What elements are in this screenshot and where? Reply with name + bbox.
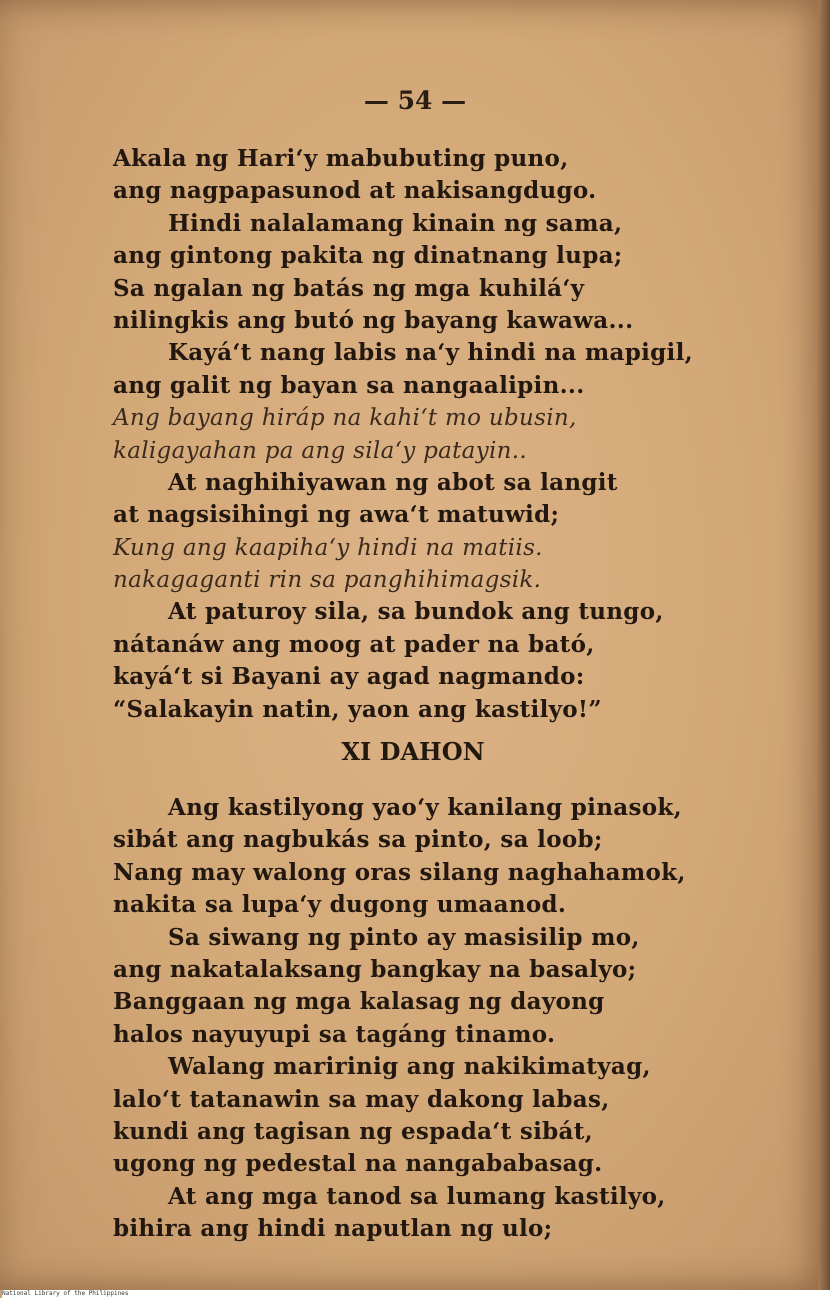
section-heading: XI DAHON [341,737,485,767]
poem-line: Nang may walong oras silang naghahamok, [113,858,686,886]
poem-line: At paturoy sila, sa bundok ang tungo, [168,598,664,626]
poem-line: nátanáw ang moog at pader na bató, [113,630,595,658]
poem-line: Walang maririnig ang nakikimatyag, [168,1053,651,1081]
poem-line: “Salakayin natin, yaon ang kastilyo!” [113,695,602,723]
poem-line: Banggaan ng mga kalasag ng dayong [113,988,605,1016]
poem-line: kundi ang tagisan ng espada‘t sibát, [113,1117,593,1145]
poem-line: ugong ng pedestal na nangababasag. [113,1150,603,1178]
page-edge [818,0,830,1290]
poem-line: ang gintong pakita ng dinatnang lupa; [113,242,623,270]
poem-line: nilingkis ang butó ng bayang kawawa... [113,306,634,334]
poem-line: ang galit ng bayan sa nangaalipin... [113,371,585,399]
poem-line: Hindi nalalamang kinain ng sama, [168,209,623,237]
poem-line: Sa ngalan ng batás ng mga kuhilá‘y [113,274,585,302]
poem-line: halos nayuyupi sa tagáng tinamo. [113,1020,556,1048]
poem-line: bihira ang hindi naputlan ng ulo; [113,1215,553,1243]
poem-line: Kayá‘t nang labis na‘y hindi na mapigil, [168,339,693,367]
poem-line: lalo‘t tatanawin sa may dakong labas, [113,1085,610,1113]
poem-line: At ang mga tanod sa lumang kastilyo, [168,1182,666,1210]
poem-line: sibát ang nagbukás sa pinto, sa loob; [113,826,603,854]
poem-stanzas-bottom [113,792,733,1245]
poem-line: Ang kastilyong yao‘y kanilang pinasok, [168,794,682,822]
poem-line: Akala ng Hari‘y mabubuting puno, [113,145,569,172]
footer-credit: National Library of the Philippines [2,1290,830,1298]
poem-line: nakita sa lupa‘y dugong umaanod. [113,891,567,919]
poem-text [113,143,733,1246]
poem-line: kaligayahan pa ang sila‘y patayin.. [113,437,527,464]
poem-line: ang nagpapasunod at nakisangdugo. [113,177,597,205]
poem-line: Kung ang kaapiha‘y hindi na matiis. [113,534,543,561]
poem-stanzas-top [113,143,733,726]
poem-line: ang nakatalaksang bangkay na basalyo; [113,955,637,983]
poem-line: kayá‘t si Bayani ay agad nagmando: [113,663,585,691]
poem-line: Ang bayang hiráp na kahi‘t mo ubusin, [113,405,577,432]
poem-line: At naghihiyawan ng abot sa langit [168,468,618,496]
poem-line: nakagaganti rin sa panghihimagsik. [113,567,542,594]
poem-line: at nagsisihingi ng awa‘t matuwid; [113,501,560,529]
page-number: — 54 — [363,86,467,115]
poem-line: Sa siwang ng pinto ay masisilip mo, [168,923,640,951]
